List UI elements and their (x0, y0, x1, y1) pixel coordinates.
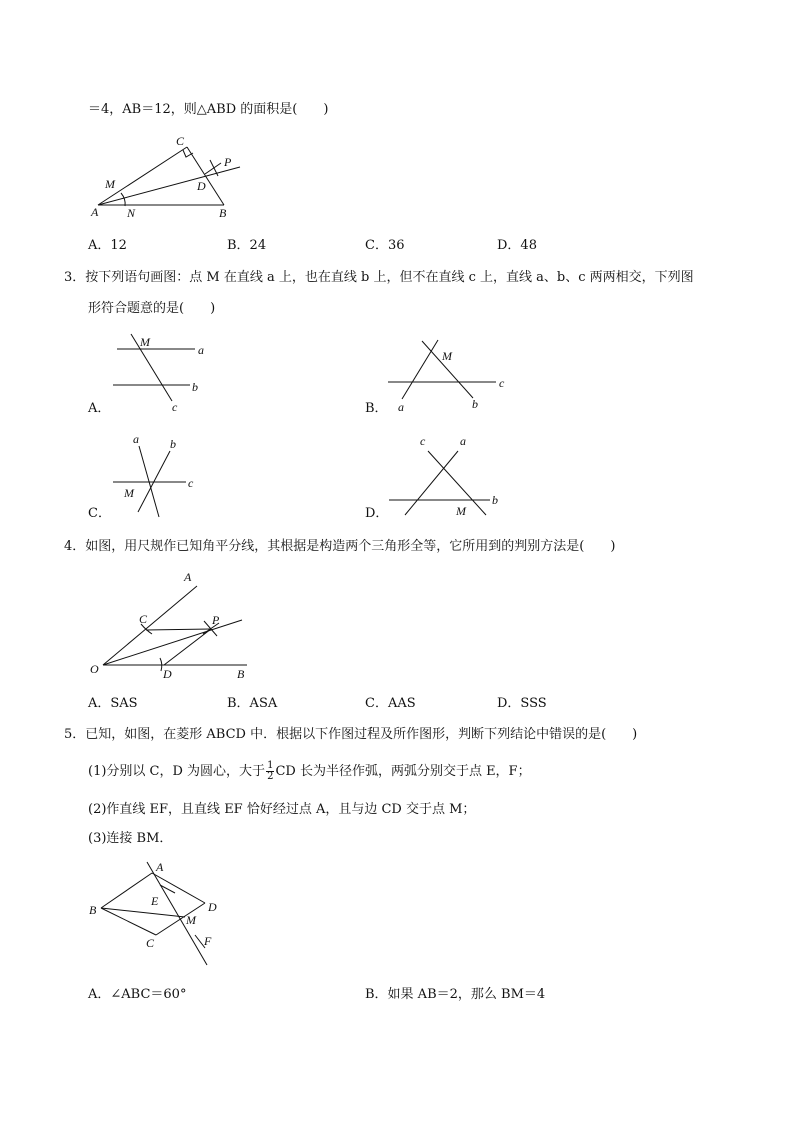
q3b-label-c: c (499, 376, 505, 390)
q5-stem: 5．已知，如图，在菱形 ABCD 中．根据以下作图过程及所作图形，判断下列结论中错误的是( ) (64, 727, 638, 742)
q5-option-b[interactable]: B．如果 AB＝2，那么 BM＝4 (365, 987, 546, 1002)
q5-rhombus (101, 862, 207, 965)
q3-option-a[interactable]: A． (88, 401, 111, 416)
q3-option-c[interactable]: C． (88, 506, 111, 521)
q2-option-a[interactable]: A．12 (88, 238, 127, 253)
q2-option-c[interactable]: C．36 (365, 238, 405, 253)
q4-label-B: B (237, 667, 245, 681)
q3b-label-b: b (472, 397, 478, 411)
q4-option-c[interactable]: C．AAS (365, 696, 416, 711)
q5-label-F: F (204, 934, 212, 948)
q4-label-O: O (90, 662, 99, 676)
q2-label-B: B (219, 206, 227, 220)
q3-stem-line1: 3．按下列语句画图：点 M 在直线 a 上，也在直线 b 上，但不在直线 c 上，直线 a、b、c 两两相交，下列图 (64, 270, 694, 285)
q3a-label-b: b (192, 380, 198, 394)
q4-option-b[interactable]: B．ASA (227, 696, 278, 711)
q2-option-b[interactable]: B．24 (227, 238, 267, 253)
q4-label-P: P (212, 613, 220, 627)
q5-label-A: A (156, 860, 164, 874)
q3b-label-M: M (442, 349, 452, 363)
q2-label-A: A (91, 205, 99, 219)
q4-stem: 4．如图，用尺规作已知角平分线，其根据是构造两个三角形全等，它所用到的判别方法是( ) (64, 539, 616, 554)
q3d-label-c: c (420, 434, 426, 448)
q5-label-D: D (208, 900, 217, 914)
q3b-label-a: a (398, 400, 404, 414)
q3-figure-a (113, 334, 195, 401)
q5-step-1 (88, 761, 531, 782)
q5-step-2: (2)作直线 EF，且直线 EF 恰好经过点 A，且与边 CD 交于点 M； (88, 802, 476, 817)
q5-frac-num: 1 (267, 760, 274, 771)
q3-figure-b (388, 340, 496, 399)
q5-label-C: C (146, 936, 155, 950)
q4-label-C: C (139, 612, 148, 626)
q4-option-d[interactable]: D．SSS (497, 696, 547, 711)
q2-option-d[interactable]: D．48 (497, 238, 537, 253)
q2-triangle (98, 147, 240, 206)
q2-label-C: C (176, 134, 185, 148)
q3-figure-c (113, 446, 186, 517)
q3d-label-M: M (456, 504, 466, 518)
q3-figure-d (389, 451, 490, 515)
q5-frac-den: 2 (267, 771, 274, 782)
q5-label-M: M (186, 913, 196, 927)
q3-stem-line2: 形符合题意的是( ) (88, 301, 216, 316)
q3-option-d[interactable]: D． (365, 506, 389, 521)
q2-stem-tail: ＝4，AB＝12，则△ABD 的面积是( ) (88, 102, 329, 117)
q3a-label-c: c (172, 400, 178, 414)
q3c-label-c: c (188, 476, 194, 490)
q3c-label-b: b (170, 437, 176, 451)
q3a-label-a: a (198, 343, 204, 357)
q3d-label-a: a (460, 434, 466, 448)
q4-construction (103, 586, 247, 671)
q5-step1-post: CD 长为半径作弧，两弧分别交于点 E，F； (275, 764, 531, 779)
q3c-label-M: M (124, 486, 134, 500)
q5-step-3: (3)连接 BM． (88, 831, 173, 846)
q3a-label-M: M (140, 335, 150, 349)
q5-fraction-half (266, 761, 274, 782)
q2-label-M: M (105, 177, 115, 191)
q4-label-A: A (184, 570, 192, 584)
q3d-label-b: b (492, 493, 498, 507)
q3-option-b[interactable]: B． (365, 401, 388, 416)
q4-option-a[interactable]: A．SAS (88, 696, 138, 711)
q2-label-D: D (197, 179, 206, 193)
q5-label-E: E (151, 894, 159, 908)
q5-option-a[interactable]: A．∠ABC＝60° (88, 987, 187, 1002)
q3c-label-a: a (133, 432, 139, 446)
q5-label-B: B (89, 903, 97, 917)
q4-label-D: D (163, 667, 172, 681)
q5-step1-pre: (1)分别以 C，D 为圆心，大于 (88, 764, 266, 779)
q2-label-P: P (224, 155, 232, 169)
q2-label-N: N (127, 206, 136, 220)
